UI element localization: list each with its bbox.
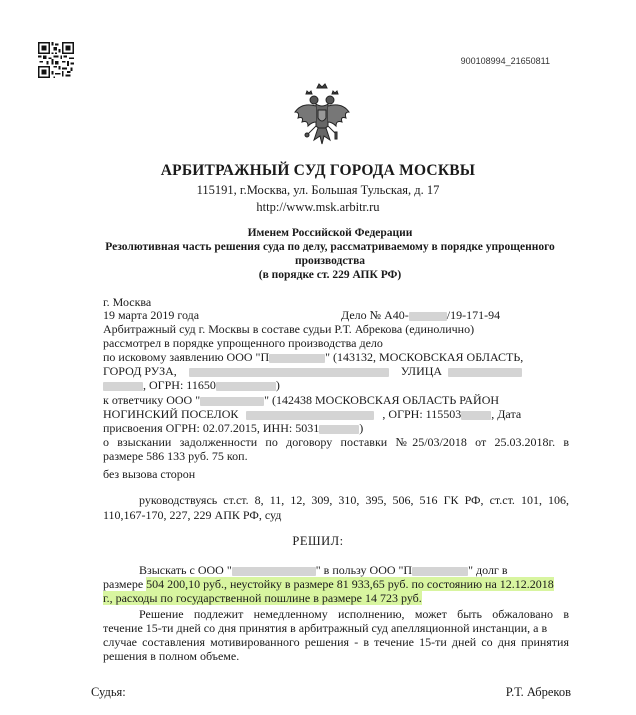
decision-line-1 xyxy=(139,563,569,577)
city: г. Москва xyxy=(103,295,152,309)
appeal-line-4: решения в полном объеме. xyxy=(103,649,240,663)
redaction xyxy=(412,567,468,576)
case-number xyxy=(341,308,500,322)
redaction xyxy=(216,382,276,391)
redaction xyxy=(461,411,491,420)
title-line-3: производства xyxy=(294,255,366,267)
defendant-inn-line xyxy=(103,421,363,435)
title-line-4: (в порядке ст. 229 АПК РФ) xyxy=(258,269,402,281)
judge-label: Судья: xyxy=(91,685,126,699)
redaction xyxy=(246,411,374,420)
claimant-line xyxy=(103,350,569,364)
redaction xyxy=(103,382,143,391)
redaction xyxy=(200,397,264,406)
defendant-text-a: к ответчику ООО " xyxy=(103,393,201,407)
redaction xyxy=(409,312,447,321)
title-line-1: Именем Российской Федерации xyxy=(247,227,413,239)
claim-subject-line-2: размере 586 133 руб. 75 коп. xyxy=(103,449,248,463)
redaction xyxy=(448,368,522,377)
defendant-settlement: НОГИНСКИЙ ПОСЕЛОК xyxy=(103,407,239,421)
title-line-2: Резолютивная часть решения суда по делу, рассматриваемому в порядке упрощенного xyxy=(105,241,555,253)
highlighted-amounts: 504 200,10 руб., неустойку в размере 81 933,65 руб. по состоянию на 12.12.2018 xyxy=(146,577,554,591)
court-website: http://www.msk.arbitr.ru xyxy=(256,200,380,214)
case-number-prefix: Дело № А40- xyxy=(341,308,409,322)
defendant-line xyxy=(103,393,569,407)
decision-line-2 xyxy=(103,577,554,591)
redaction xyxy=(319,425,359,434)
defendant-ogrn: , ОГРН: 115503 xyxy=(382,407,462,421)
redaction xyxy=(269,354,325,363)
defendant-inn: присвоения ОГРН: 02.07.2015, ИНН: 5031 xyxy=(103,421,320,435)
court-name: АРБИТРАЖНЫЙ СУД ГОРОДА МОСКВЫ xyxy=(160,162,476,179)
claimant-ogrn: , ОГРН: 11650 xyxy=(143,378,216,392)
judge-name: Р.Т. Абреков xyxy=(505,685,571,699)
court-address: 115191, г.Москва, ул. Большая Тульская, д. 17 xyxy=(196,183,440,197)
claimant-address-line xyxy=(103,364,569,378)
claimant-street: УЛИЦА xyxy=(400,364,443,378)
decision-line-3 xyxy=(103,591,422,605)
claimant-text-b: " (143132, МОСКОВСКАЯ ОБЛАСТЬ, xyxy=(325,350,524,364)
qr-code xyxy=(38,42,74,78)
claimant-ogrn-line xyxy=(103,378,280,392)
decision-date: 19 марта 2019 года xyxy=(103,308,200,322)
decision-text-c: " долг в xyxy=(468,563,508,577)
appeal-line-2: течение 15-ти дней со дня принятия в арбитражный суд апелляционной инстанции, а в xyxy=(103,621,548,635)
decision-text-b: " в пользу ООО "П xyxy=(315,563,413,577)
appeal-line-3: случае составления мотивированного решения - в течение 15-ти дней со дня принятия xyxy=(103,635,569,649)
decided-heading: РЕШИЛ: xyxy=(292,534,344,548)
redaction xyxy=(232,567,316,576)
guided-line-2: 110,167-170, 227, 229 АПК РФ, суд xyxy=(103,508,282,522)
defendant-inn-end: ) xyxy=(359,421,364,435)
claimant-text-a: по исковому заявлению ООО "П xyxy=(103,350,270,364)
appeal-line-1: Решение подлежит немедленному исполнению, может быть обжаловано в xyxy=(139,607,569,621)
document-id: 900108994_21650811 xyxy=(460,56,550,66)
coat-of-arms-emblem xyxy=(292,82,352,148)
defendant-date-label: , Дата xyxy=(491,407,522,421)
decision-text-a: Взыскать с ООО " xyxy=(139,563,232,577)
review-line: рассмотрел в порядке упрощенного производства дело xyxy=(103,336,383,350)
highlighted-duty: г., расходы по государственной пошлине в размере 14 723 руб. xyxy=(103,591,422,605)
decision-amount-prefix: размере xyxy=(103,577,147,591)
defendant-address-line xyxy=(103,407,521,421)
claimant-city: ГОРОД РУЗА, xyxy=(103,364,177,378)
case-number-suffix: /19-171-94 xyxy=(446,308,501,322)
defendant-text-b: " (142438 МОСКОВСКАЯ ОБЛАСТЬ РАЙОН xyxy=(264,393,500,407)
redaction xyxy=(189,368,389,377)
without-parties: без вызова сторон xyxy=(103,467,196,481)
claim-subject-line-1: о взыскании задолженности по договору поставки №25/03/2018 от 25.03.2018г. в xyxy=(103,435,569,449)
claimant-ogrn-end: ) xyxy=(275,378,280,392)
guided-line-1: руководствуясь ст.ст. 8, 11, 12, 309, 310, 395, 506, 516 ГК РФ, ст.ст. 101, 106, xyxy=(139,493,569,507)
court-composition: Арбитражный суд г. Москвы в составе судьи Р.Т. Абрекова (единолично) xyxy=(103,322,475,336)
